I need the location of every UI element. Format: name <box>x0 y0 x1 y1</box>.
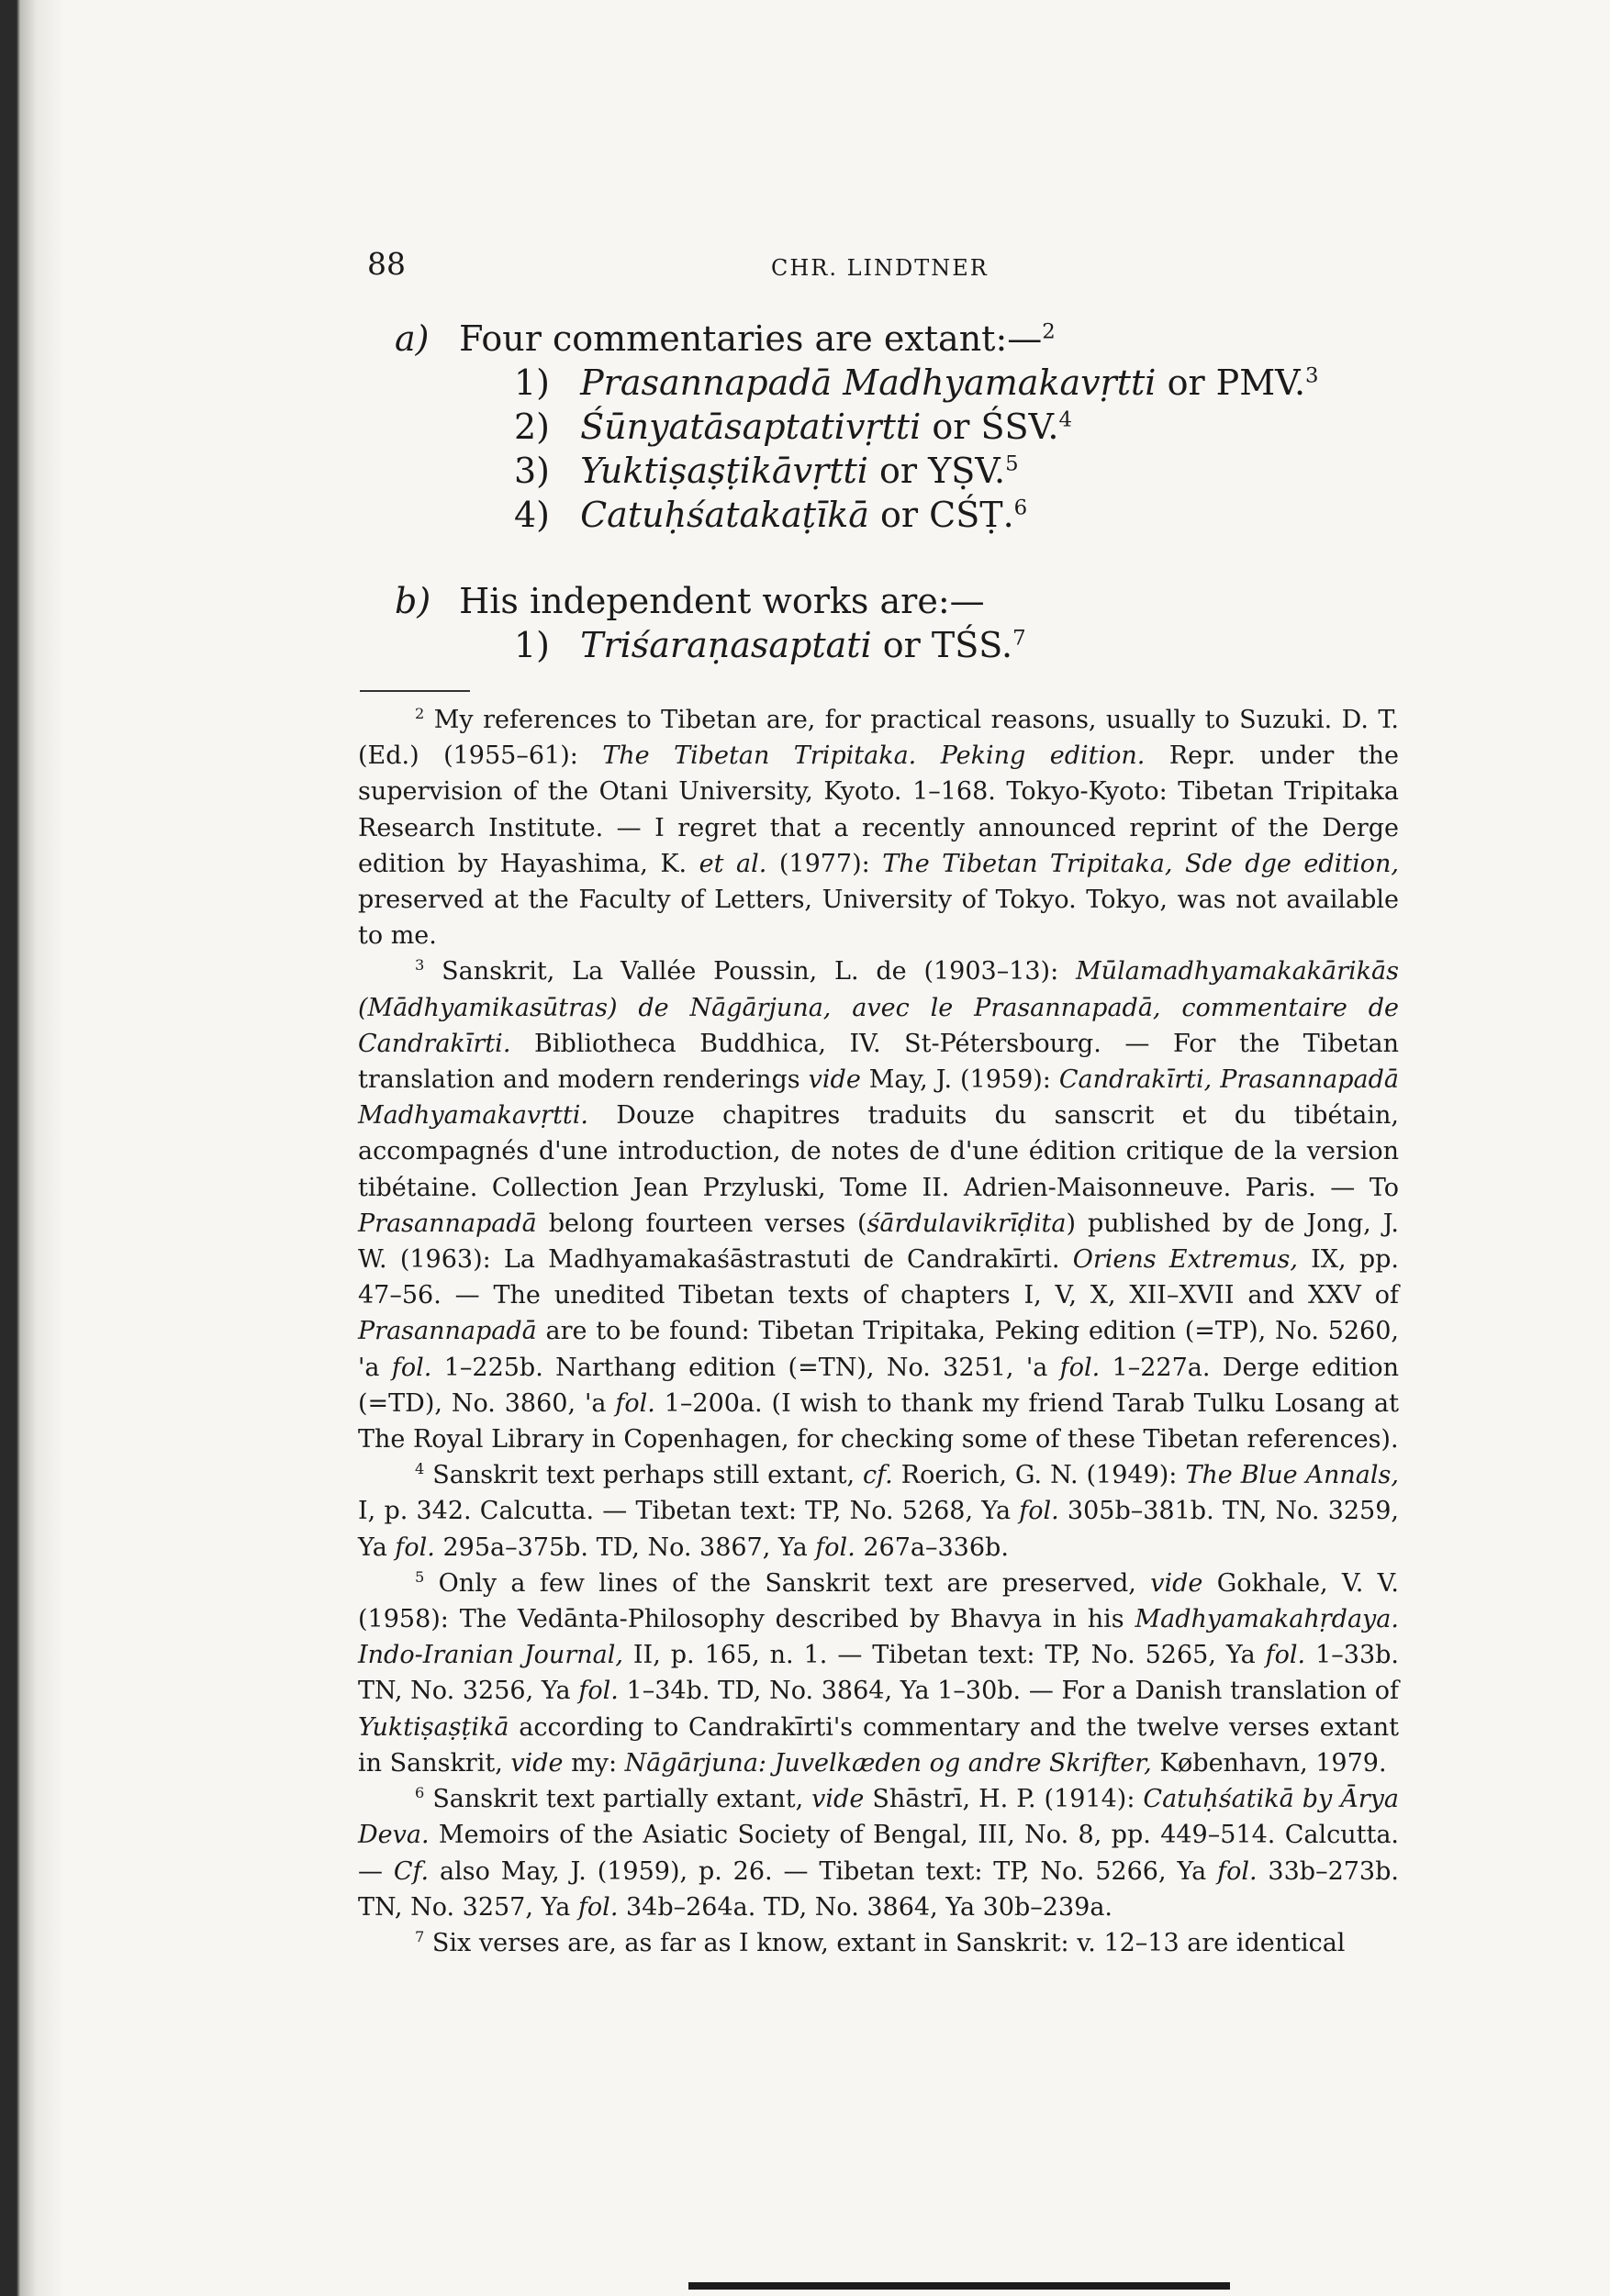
footnote-2: $^2$ My references to Tibetan are, for practical reasons, usually to Suzuki. D. T. (Ed.) (1955–61): The Tibetan Tripitaka. Peking edition. Repr. under the supervision of the Otani University, Kyoto. 1–168. Tokyo-Kyoto: Tibetan Tripitaka Research Institute. — I regret that a recently announced reprint of the Derge edition by Hayashima, K. et al. (1977): The Tibetan Tripitaka, Sde dge edition, preserved at the Faculty of Letters, University of Tokyo. Tokyo, was not available to me. <box>358 705 1400 951</box>
footnotes <box>358 702 1399 1961</box>
footnote-7: $^7$ Six verses are, as far as I know, extant in Sanskrit: v. 12–13 are identical <box>415 1927 1346 1957</box>
footnote-3: $^3$ Sanskrit, La Vallée Poussin, L. de (1903–13): Mūlamadhyamakakārikās (Mādhyamikasūtras) de Nāgārjuna, avec le Prasannapadā, commentaire de Candrakīrti. Bibliotheca Buddhica, IV. St-Pétersbourg. — For the Tibetan translation and modern renderings vide May, J. (1959): Candrakīrti, Prasannapadā Madhyamakavṛtti. Douze chapitres traduits du sanscrit et du tibétain, accompagnés d'une introduction, de notes de d'une édition critique de la version tibétaine. Collection Jean Przyluski, Tome II. Adrien-Maisonneuve. Paris. — To Prasannapadā belong fourteen verses (śārdulavikrīḍita) published by de Jong, J. W. (1963): La Madhyamakaśāstrastuti de Candrakīrti. Oriens Extremus, IX, pp. 47–56. — The unedited Tibetan texts of chapters I, V, X, XII–XVII and XXV of Prasannapadā are to be found: Tibetan Tripitaka, Peking edition (=TP), No. 5260, 'a fol. 1–225b. Narthang edition (=TN), No. 3251, 'a fol. 1–227a. Derge edition (=TD), No. 3860, 'a fol. 1–200a. (I wish to thank my friend Tarab Tulku Losang at The Royal Library in Copenhagen, for checking some of these Tibetan references). <box>358 956 1400 1455</box>
scan-edge-bar <box>688 2282 1230 2290</box>
section-a-heading: a) Four commentaries are extant:—$^2$ <box>395 318 1056 359</box>
running-title: CHR. LINDTNER <box>771 255 989 281</box>
section-b-heading: b) His independent works are:— <box>395 581 985 621</box>
footnote-4: $^4$ Sanskrit text perhaps still extant, cf. Roerich, G. N. (1949): The Blue Annals, I, p. 342. Calcutta. — Tibetan text: TP, No. 5268, Ya fol. 305b–381b. TN, No. 3259, Ya fol. 295a–375b. TD, No. 3867, Ya fol. 267a–336b. <box>358 1460 1399 1562</box>
list-item: 1) Triśaraṇasaptati or TŚS.$^7$ <box>514 625 1026 665</box>
page-number: 88 <box>367 246 406 282</box>
footnote-rule <box>360 690 470 692</box>
footnote-5: $^5$ Only a few lines of the Sanskrit text are preserved, vide Gokhale, V. V. (1958): The Vedānta-Philosophy described by Bhavya in his Madhyamakahṛdaya. Indo-Iranian Journal, II, p. 165, n. 1. — Tibetan text: TP, No. 5265, Ya fol. 1–33b. TN, No. 3256, Ya fol. 1–34b. TD, No. 3864, Ya 1–30b. — For a Danish translation of Yuktiṣaṣṭikā according to Candrakīrti's commentary and the twelve verses extant in Sanskrit, vide my: Nāgārjuna: Juvelkæden og andre Skrifter, København, 1979. <box>358 1567 1400 1778</box>
works-outline <box>395 317 1404 667</box>
running-head <box>367 246 1400 286</box>
list-item: 1) Prasannapadā Madhyamakavṛtti or PMV.$^3$ <box>514 362 1319 403</box>
binding-shadow <box>0 0 64 2296</box>
list-item: 4) Catuḥśatakaṭīkā or CŚṬ.$^6$ <box>514 495 1028 535</box>
list-item: 2) Śūnyatāsaptativṛtti or ŚSV.$^4$ <box>514 407 1072 447</box>
list-item: 3) Yuktiṣaṣṭikāvṛtti or YṢV.$^5$ <box>514 451 1019 491</box>
footnote-6: $^6$ Sanskrit text partially extant, vide Shāstrī, H. P. (1914): Catuḥśatikā by Ārya Deva. Memoirs of the Asiatic Society of Bengal, III, No. 8, pp. 449–514. Calcutta. — Cf. also May, J. (1959), p. 26. — Tibetan text: TP, No. 5266, Ya fol. 33b–273b. TN, No. 3257, Ya fol. 34b–264a. TD, No. 3864, Ya 30b–239a. <box>358 1784 1399 1922</box>
